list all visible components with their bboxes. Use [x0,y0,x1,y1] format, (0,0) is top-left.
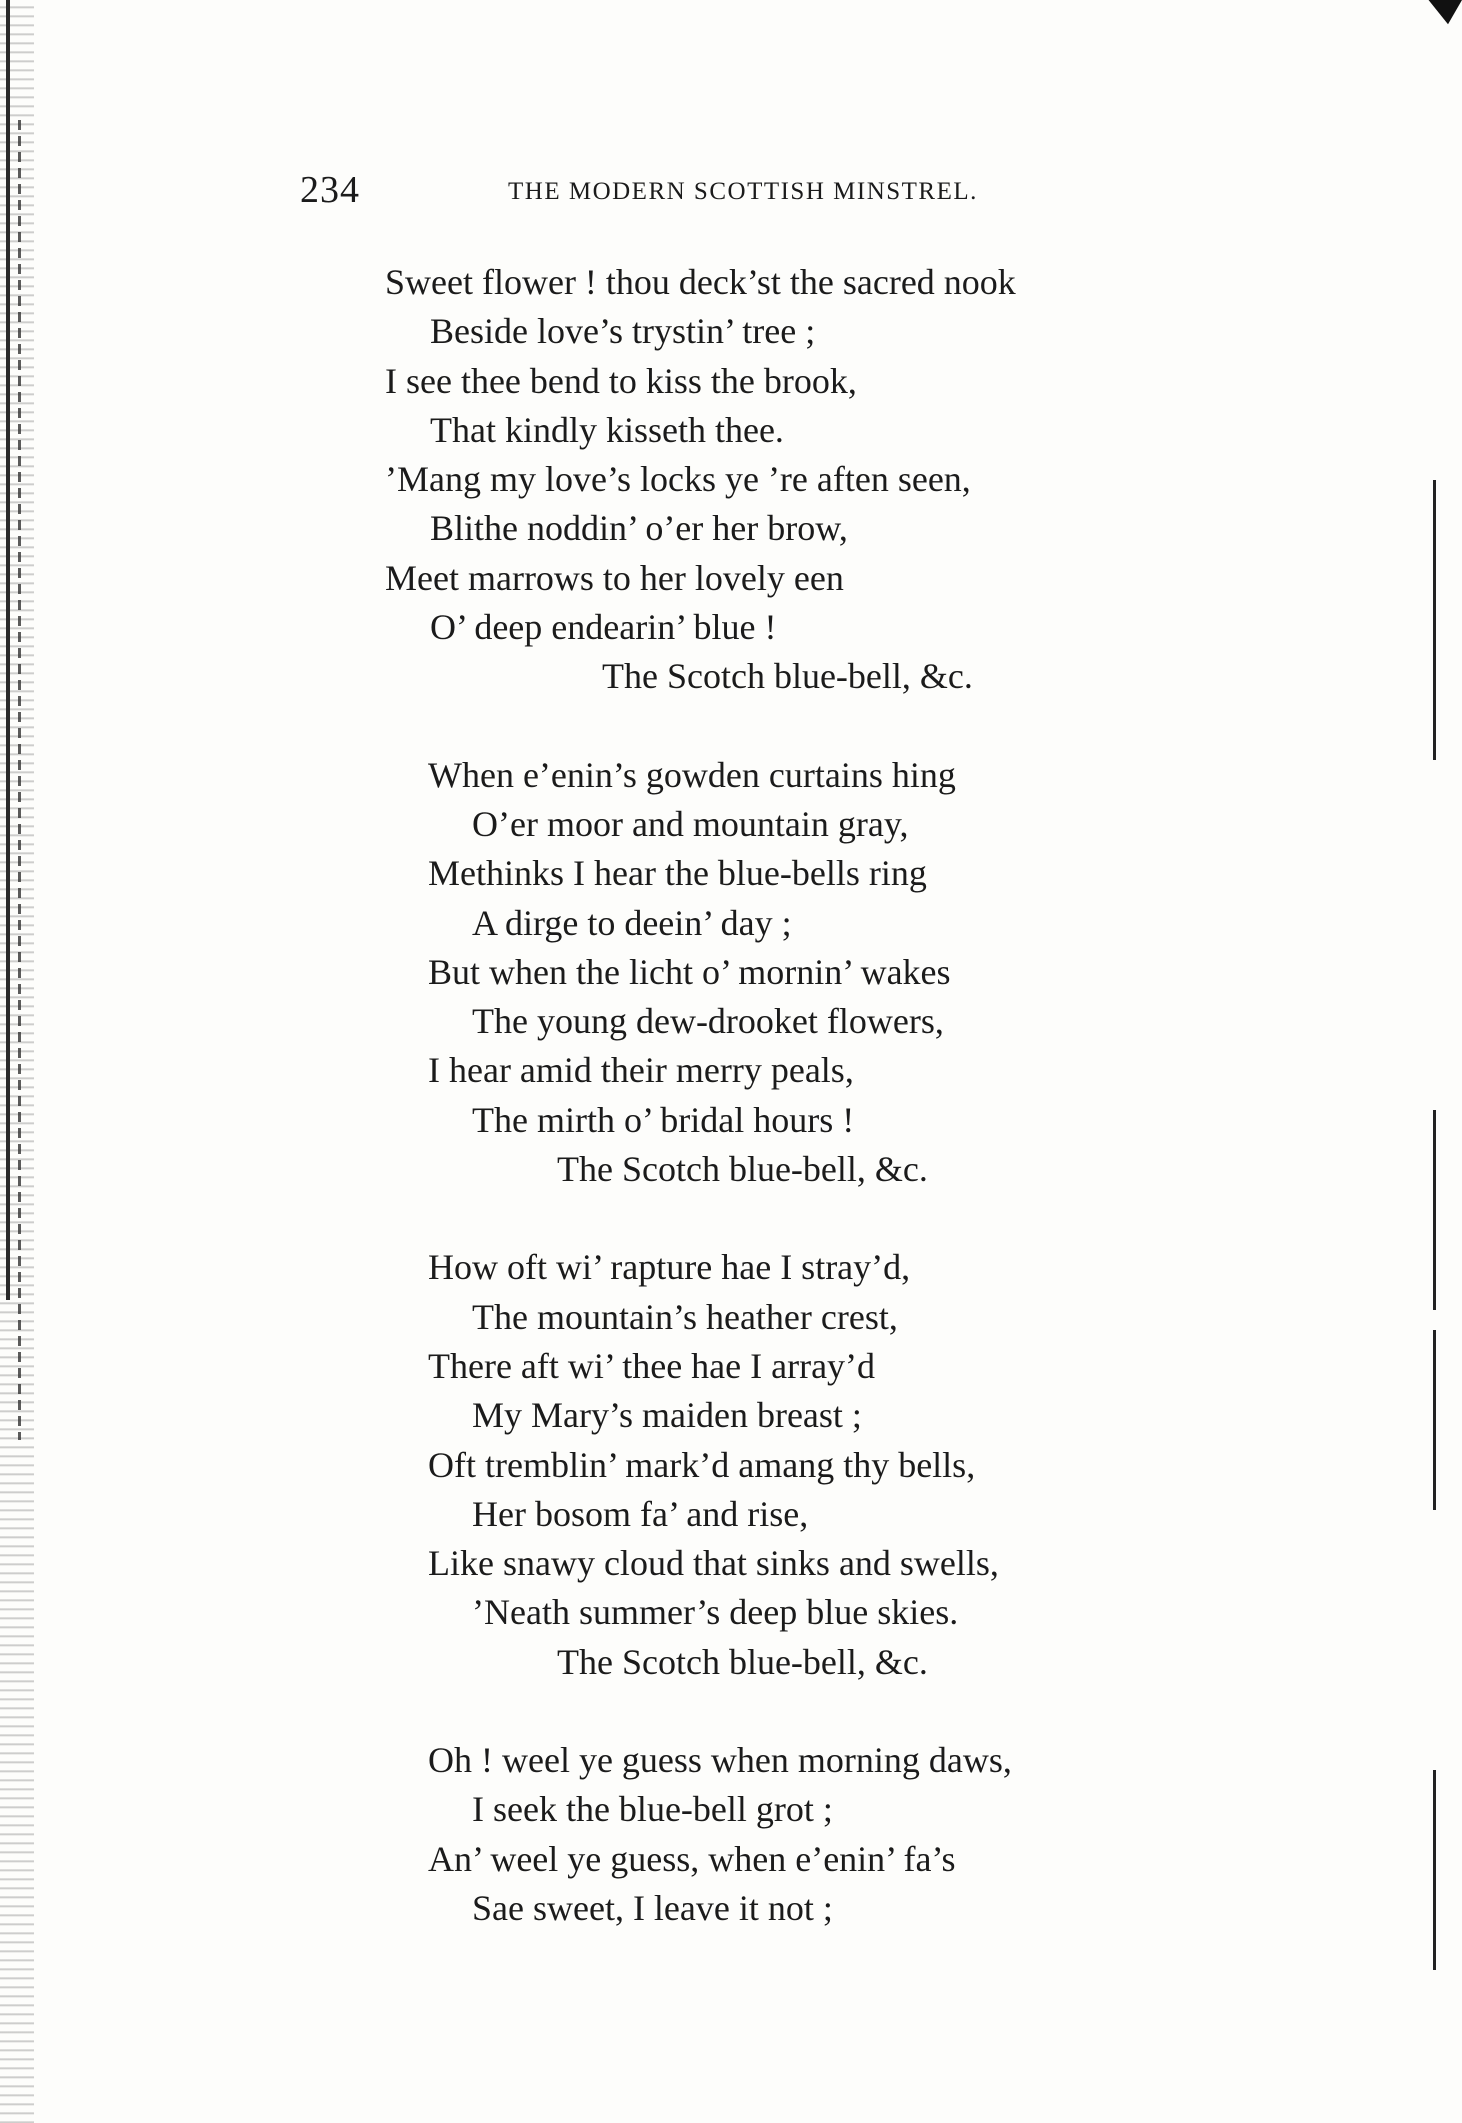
verse-line: I hear amid their merry peals, [428,1050,854,1091]
verse-line: Oh ! weel ye guess when morning daws, [428,1740,1012,1781]
verse-line: Sae sweet, I leave it not ; [472,1887,833,1928]
stanza [385,1243,1215,1687]
verse-line: The mountain’s heather crest, [472,1296,898,1337]
refrain-line: The Scotch blue-bell, &c. [557,1149,928,1190]
right-edge-mark [1433,1770,1436,1970]
verse-line: When e’enin’s gowden curtains hing [428,754,956,795]
verse-line: I seek the blue-bell grot ; [472,1789,833,1830]
verse-line: ’Mang my love’s locks ye ’re aften seen, [385,459,971,500]
refrain-line: The Scotch blue-bell, &c. [602,656,973,697]
stanza [385,1736,1215,1933]
verse-line: That kindly kisseth thee. [430,409,784,450]
right-edge-mark [1433,1330,1436,1510]
verse-line: An’ weel ye guess, when e’enin’ fa’s [428,1838,956,1879]
verse-line: Her bosom fa’ and rise, [472,1493,809,1534]
poem-body [385,258,1215,1982]
verse-line: Oft tremblin’ mark’d amang thy bells, [428,1444,976,1485]
verse-line: How oft wi’ rapture hae I stray’d, [428,1247,911,1288]
verse-line: O’er moor and mountain gray, [472,803,909,844]
verse-line: O’ deep endearin’ blue ! [430,607,777,648]
verse-line: ’Neath summer’s deep blue skies. [472,1592,959,1633]
running-head [300,168,1120,211]
verse-line: Sweet flower ! thou deck’st the sacred nook [385,262,1016,302]
verse-line: A dirge to deein’ day ; [472,902,792,943]
verse-line: But when the licht o’ mornin’ wakes [428,951,951,992]
right-edge-mark [1433,480,1436,760]
verse-line: Like snawy cloud that sinks and swells, [428,1543,999,1584]
verse-line: I see thee bend to kiss the brook, [385,360,857,401]
verse-line: Blithe noddin’ o’er her brow, [430,508,848,549]
stanza [385,258,1215,702]
refrain-line: The Scotch blue-bell, &c. [557,1641,928,1682]
binding-stitch-line [18,120,21,1440]
running-title: THE MODERN SCOTTISH MINSTREL. [508,178,978,205]
verse-line: The young dew-drooket flowers, [472,1001,944,1042]
verse-line: There aft wi’ thee hae I array’d [428,1345,876,1386]
page-corner-mark [1417,0,1462,24]
verse-line: My Mary’s maiden breast ; [472,1395,862,1436]
verse-line: The mirth o’ bridal hours ! [472,1099,855,1140]
verse-line: Beside love’s trystin’ tree ; [430,311,816,352]
verse-line: Meet marrows to her lovely een [385,557,844,598]
right-edge-mark [1433,1110,1436,1310]
stanza [385,751,1215,1195]
page-number: 234 [300,169,360,211]
binding-shadow-line [6,0,10,1300]
verse-line: Methinks I hear the blue-bells ring [428,853,927,894]
